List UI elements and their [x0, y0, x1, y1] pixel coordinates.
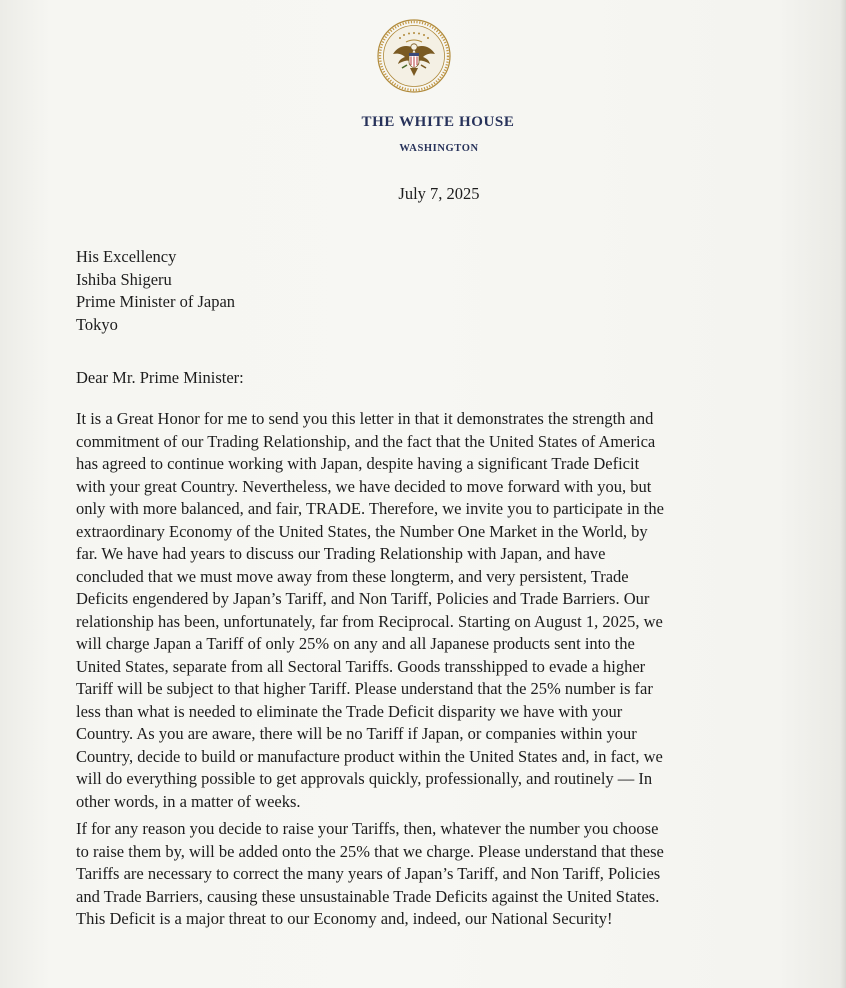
paragraph-line: It is a Great Honor for me to send you this letter in that it demonstrates the strength and — [76, 409, 654, 428]
body-paragraph-1 — [76, 408, 776, 813]
recipient-line: Tokyo — [76, 314, 118, 334]
paragraph-line: less than what is needed to eliminate the Trade Deficit disparity we have with your — [76, 701, 623, 721]
paragraph-line: to raise them by, will be added onto the 25% that we charge. Please understand that these — [76, 841, 664, 861]
paragraph-line: will charge Japan a Tariff of only 25% on any and all Japanese products sent into the — [76, 634, 635, 653]
paragraph-line: concluded that we must move away from these longterm, and very persistent, Trade — [76, 566, 629, 586]
paragraph-line: Country, decide to build or manufacture product within the United States and, in fact, we — [76, 746, 663, 766]
recipient-line: His Excellency — [76, 247, 177, 266]
paragraph-line: Tariffs are necessary to correct the many years of Japan’s Tariff, and Non Tariff, Policies — [76, 864, 661, 883]
paragraph-line: If for any reason you decide to raise your Tariffs, then, whatever the number you choose — [76, 819, 659, 838]
paragraph-line: This Deficit is a major threat to our Economy and, indeed, our National Security! — [76, 909, 613, 928]
paragraph-line: Deficits engendered by Japan’s Tariff, and Non Tariff, Policies and Trade Barriers. Our — [76, 589, 650, 608]
paragraph-line: far. We have had years to discuss our Trading Relationship with Japan, and have — [76, 544, 606, 563]
recipient-address — [76, 246, 235, 336]
paragraph-line: Country. As you are aware, there will be no Tariff if Japan, or companies within your — [76, 724, 637, 743]
paragraph-line: commitment of our Trading Relationship, and the fact that the United States of America — [76, 431, 656, 451]
body-paragraph-2 — [76, 818, 776, 931]
letterhead-subtitle: WASHINGTON — [399, 143, 479, 154]
paragraph-line: Tariff will be subject to that higher Tariff. Please understand that the 25% number is far — [76, 679, 653, 698]
paragraph-line: and Trade Barriers, causing these unsustainable Trade Deficits against the United States. — [76, 886, 660, 906]
salutation: Dear Mr. Prime Minister: — [76, 368, 244, 387]
recipient-line: Ishiba Shigeru — [76, 269, 172, 289]
recipient-line: Prime Minister of Japan — [76, 292, 236, 311]
paragraph-line: extraordinary Economy of the United States, the Number One Market in the World, by — [76, 521, 648, 541]
presidential-seal-icon — [376, 18, 452, 94]
paragraph-line: relationship has been, unfortunately, far from Reciprocal. Starting on August 1, 2025, we — [76, 611, 663, 631]
paragraph-line: only with more balanced, and fair, TRADE. Therefore, we invite you to participate in the — [76, 499, 664, 518]
paragraph-line: with your great Country. Nevertheless, we have decided to move forward with you, but — [76, 476, 652, 496]
letter-date: July 7, 2025 — [398, 184, 480, 203]
paragraph-line: other words, in a matter of weeks. — [76, 791, 301, 811]
paragraph-line: will do everything possible to get approvals quickly, professionally, and routinely — In — [76, 769, 653, 788]
paragraph-line: has agreed to continue working with Japan, despite having a significant Trade Deficit — [76, 454, 640, 473]
letterhead-title: THE WHITE HOUSE — [361, 114, 515, 130]
paragraph-line: United States, separate from all Sectoral Tariffs. Goods transshipped to evade a higher — [76, 656, 646, 676]
